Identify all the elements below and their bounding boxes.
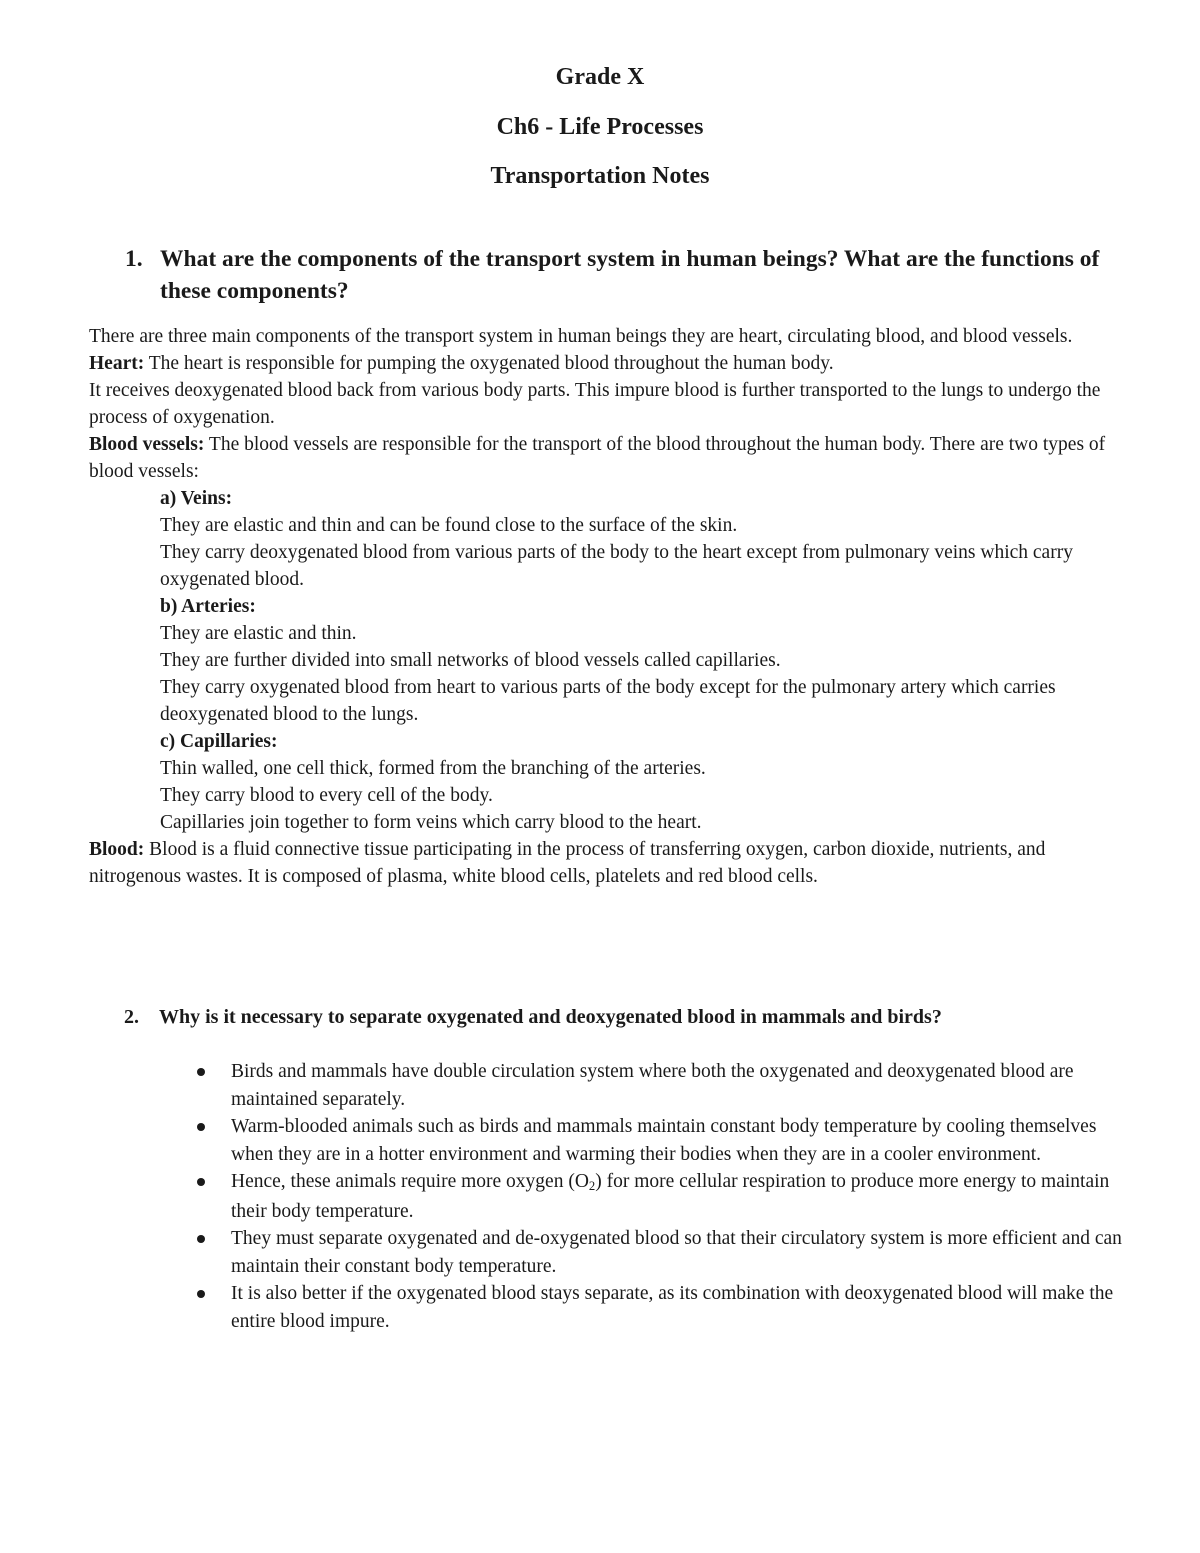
question-2-text: Why is it necessary to separate oxygenated and deoxygenated blood in mammals and birds? — [159, 1006, 942, 1028]
question-1-number: 1. — [125, 246, 143, 272]
answer-1 — [89, 323, 1119, 890]
question-1 — [125, 243, 1110, 307]
arteries-line-1: They are elastic and thin. — [160, 623, 357, 644]
grade-heading: Grade X — [555, 64, 645, 90]
list-item: Warm-blooded animals such as birds and mammals maintain constant body temperature by cooling themselves when they are in a hotter environment and warming their bodies when they are in a cooler environment. — [190, 1113, 1130, 1168]
capillaries-line-3: Capillaries join together to form veins which carry blood to the heart. — [160, 812, 702, 833]
capillaries-label: c) Capillaries: — [160, 731, 278, 752]
heart-text: The heart is responsible for pumping the oxygenated blood throughout the human body. — [144, 353, 834, 374]
capillaries-line-2: They carry blood to every cell of the body. — [160, 785, 493, 806]
bullet-icon — [197, 1235, 205, 1243]
bullet-icon — [197, 1290, 205, 1298]
heart-paragraph — [89, 350, 1119, 377]
answer-2-list — [190, 1058, 1130, 1335]
question-2 — [124, 1003, 1124, 1031]
question-1-text: What are the components of the transport system in human beings? What are the functions of these components? — [160, 246, 1100, 304]
topic-heading: Transportation Notes — [490, 163, 710, 189]
arteries-label: b) Arteries: — [160, 596, 256, 617]
blood-text: Blood is a fluid connective tissue participating in the process of transferring oxygen, carbon dioxide, nutrients, and nitrogenous wastes. It is composed of plasma, white blood cells, platelets and red blood cells. — [89, 839, 1046, 887]
list-item: Hence, these animals require more oxygen $(O_2)$ for more cellular respiration to produce more energy to maintain their body temperature. — [190, 1168, 1130, 1225]
vessels-text: The blood vessels are responsible for the transport of the blood throughout the human body. There are two types of blood vessels: — [89, 434, 1106, 482]
capillaries-line-1: Thin walled, one cell thick, formed from the branching of the arteries. — [160, 758, 706, 779]
bullet-icon — [197, 1123, 205, 1131]
veins-line-1: They are elastic and thin and can be found close to the surface of the skin. — [160, 515, 738, 536]
veins-line-2: They carry deoxygenated blood from various parts of the body to the heart except from pulmonary veins which carry oxygenated blood. — [160, 542, 1073, 590]
list-item: It is also better if the oxygenated blood stays separate, as its combination with deoxygenated blood will make the entire blood impure. — [190, 1280, 1130, 1335]
bullet-icon — [197, 1068, 205, 1076]
heart-label: Heart: — [89, 353, 145, 374]
vessels-paragraph — [89, 431, 1119, 485]
list-item: Birds and mammals have double circulation system where both the oxygenated and deoxygenated blood are maintained separately. — [190, 1058, 1130, 1113]
bullet-icon — [197, 1178, 205, 1186]
arteries-line-3: They carry oxygenated blood from heart to various parts of the body except for the pulmonary artery which carries deoxygenated blood to the lungs. — [160, 677, 1056, 725]
vessels-label: Blood vessels: — [89, 434, 205, 455]
question-2-number: 2. — [124, 1006, 139, 1028]
list-item: They must separate oxygenated and de-oxygenated blood so that their circulatory system is more efficient and can maintain their constant body temperature. — [190, 1225, 1130, 1280]
answer-1-intro: There are three main components of the transport system in human beings they are heart, circulating blood, and blood vessels. — [89, 326, 1073, 347]
blood-paragraph — [89, 836, 1119, 890]
chapter-heading: Ch6 - Life Processes — [496, 114, 704, 140]
heart-paragraph-2: It receives deoxygenated blood back from various body parts. This impure blood is further transported to the lungs to undergo the process of oxygenation. — [89, 380, 1101, 428]
blood-label: Blood: — [89, 839, 145, 860]
veins-label: a) Veins: — [160, 488, 233, 509]
arteries-line-2: They are further divided into small networks of blood vessels called capillaries. — [160, 650, 781, 671]
